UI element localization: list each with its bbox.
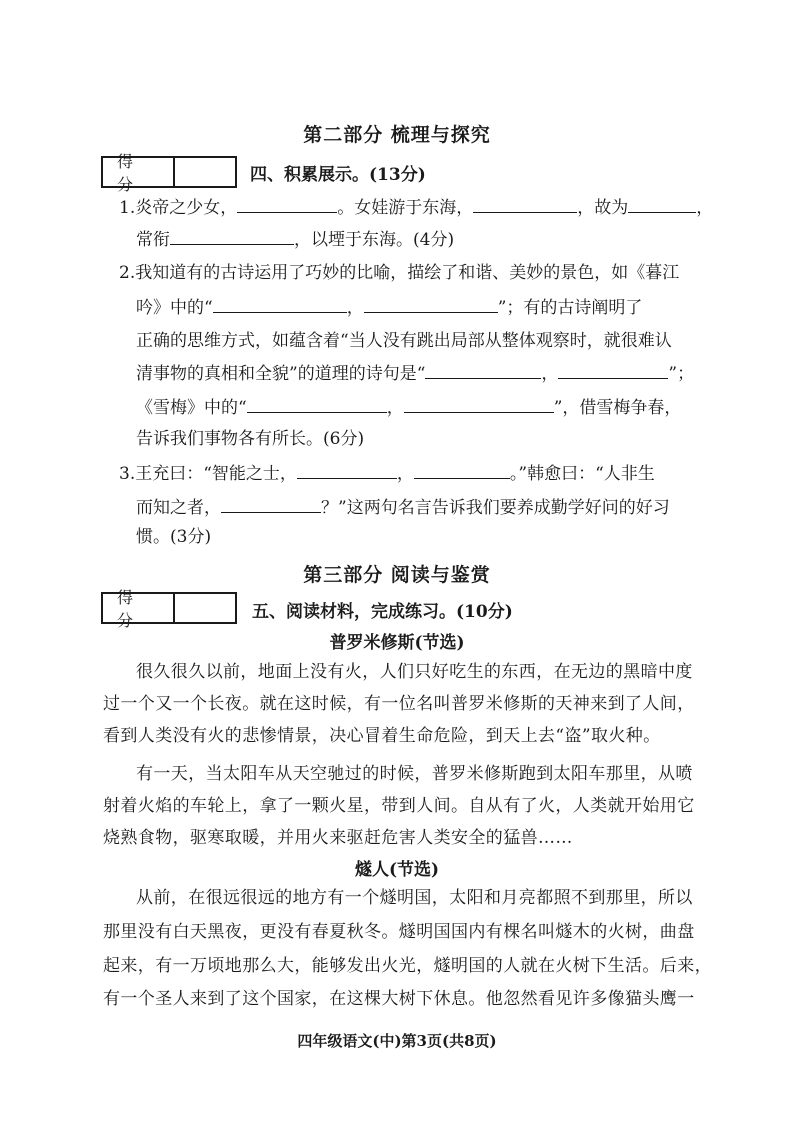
score-box <box>101 588 237 630</box>
answer-blank[interactable] <box>221 496 321 513</box>
answer-blank[interactable] <box>170 228 294 245</box>
q1-text: ， <box>696 198 714 218</box>
score-blank <box>175 594 235 622</box>
score-blank <box>175 158 235 186</box>
passage2-line: 从前，在很远很远的地方有一个燧明国，太阳和月亮都照不到那里，所以 <box>136 888 693 908</box>
q2-text: 吟》中的“ <box>136 298 213 318</box>
passage2-line: 起来，有一万顷地那么大，能够发出火光，燧明国的人就在火树下生活。后来， <box>103 956 712 976</box>
passage1-line: 烧熟食物，驱寒取暖，并用火来驱赶危害人类安全的猛兽…… <box>103 828 573 848</box>
q1-text: 。女娃游于东海， <box>337 198 474 218</box>
passage1-title: 普罗米修斯(节选) <box>329 633 465 653</box>
q1-text: 1.炎帝之少女， <box>119 198 238 218</box>
passage1-line: 看到人类没有火的悲惨情景，决心冒着生命危险，到天上去“盗”取火种。 <box>103 726 661 746</box>
q1-line1 <box>119 196 713 219</box>
q2-line3: 正确的思维方式，如蕴含着“当人没有跳出局部从整体观察时，就很难认 <box>136 331 672 351</box>
q2-text: ， <box>386 398 404 418</box>
answer-blank[interactable] <box>213 296 347 313</box>
answer-blank[interactable] <box>473 196 577 213</box>
q2-text: ”；有的古诗阐明了 <box>497 298 643 318</box>
passage1-line: 过一个又一个长夜。就在这时候，有一位名叫普罗米修斯的天神来到了人间， <box>103 694 695 714</box>
q2-text: ”； <box>668 364 695 384</box>
score-label: 得分 <box>103 158 175 186</box>
q3-line1 <box>119 462 655 485</box>
q1-text: ，故为 <box>577 198 629 218</box>
q1-text: ，以堙于东海。(4分) <box>294 230 455 250</box>
page-footer: 四年级语文(中)第3页(共8页) <box>297 1032 497 1050</box>
passage2-line: 有一个圣人来到了这个国家，在这棵大树下休息。他忽然看见许多像猫头鹰一 <box>103 989 695 1009</box>
q3-text: 。”韩愈曰：“人非生 <box>509 464 655 484</box>
passage1-line: 有一天，当太阳车从天空驰过的时候，普罗米修斯跑到太阳车那里，从喷 <box>136 764 693 784</box>
q2-line4 <box>136 362 694 385</box>
answer-blank[interactable] <box>364 296 498 313</box>
answer-blank[interactable] <box>558 362 668 379</box>
q3-line3: 惯。(3分) <box>136 527 212 547</box>
answer-blank[interactable] <box>247 396 387 413</box>
answer-blank[interactable] <box>628 196 696 213</box>
answer-blank[interactable] <box>414 462 510 479</box>
passage1-line: 射着火焰的车轮上，拿了一颗火星，带到人间。自从有了火，人类就开始用它 <box>103 796 695 816</box>
q2-line5 <box>136 396 681 419</box>
q3-line2 <box>136 496 670 519</box>
q1-line2 <box>136 228 454 251</box>
q3-text: 而知之者， <box>136 498 221 518</box>
q1-text: 常衔 <box>136 230 170 250</box>
answer-blank[interactable] <box>404 396 554 413</box>
q3-text: 3.王充曰：“智能之士， <box>119 464 297 484</box>
passage2-line: 那里没有白天黑夜，更没有春夏秋冬。燧明国国内有棵名叫燧木的火树，曲盘 <box>103 922 695 942</box>
q3-text: ， <box>396 464 414 484</box>
q2-text: ”，借雪梅争春， <box>553 398 682 418</box>
q2-text: ， <box>346 298 364 318</box>
answer-blank[interactable] <box>297 462 397 479</box>
answer-blank[interactable] <box>425 362 541 379</box>
q2-line1: 2.我知道有的古诗运用了巧妙的比喻，描绘了和谐、美妙的景色，如《暮江 <box>119 263 680 283</box>
q2-text: 《雪梅》中的“ <box>136 398 247 418</box>
score-label: 得分 <box>103 594 175 622</box>
passage2-title: 燧人(节选) <box>354 860 440 880</box>
q3-text: ？”这两句名言告诉我们要养成勤学好问的好习 <box>321 498 670 518</box>
section5-title: 五、阅读材料，完成练习。(10分) <box>252 602 513 622</box>
q2-line6: 告诉我们事物各有所长。(6分) <box>136 429 365 449</box>
score-box <box>101 152 237 194</box>
part3-title: 第三部分 阅读与鉴赏 <box>303 564 491 586</box>
q2-text: ， <box>541 364 559 384</box>
q2-line2 <box>136 296 642 319</box>
passage1-line: 很久很久以前，地面上没有火，人们只好吃生的东西，在无边的黑暗中度 <box>136 662 693 682</box>
part2-title: 第二部分 梳理与探究 <box>303 124 491 146</box>
section4-title: 四、积累展示。(13分) <box>250 165 426 185</box>
answer-blank[interactable] <box>237 196 337 213</box>
q2-text: 清事物的真相和全貌”的道理的诗句是“ <box>136 364 426 384</box>
